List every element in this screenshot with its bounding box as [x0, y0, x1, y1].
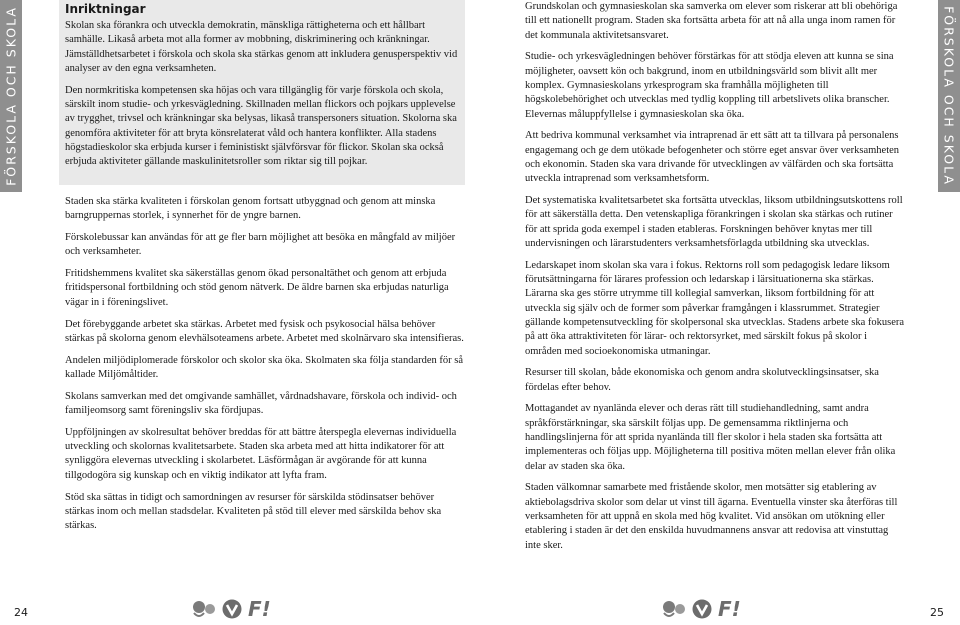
- paragraph: Att bedriva kommunal verksamhet via intraprenad är ett sätt att ta tillvara på personalens engagemang och ge dem utökade befogenheter och större eget ansvar över verksamheten och ekonomin. Staden ska vara drivande för utvecklingen av välfärden och ska fortsätta utveckla intraprenad som verksamhetsform.: [525, 130, 900, 185]
- paragraph: Fritidshemmens kvalitet ska säkerställas genom ökad personaltäthet och genom att erbjuda fritidspersonal fortbildning och stöd genom nätverk. De äldre barnen ska erbjudas naturliga vägar in i föreningslivet.: [65, 268, 449, 308]
- paragraph: Studie- och yrkesvägledningen behöver förstärkas för att stödja eleven att kunna se sina möjligheter, oavsett kön och bakgrund, inom en utbildningsvärld som blivit allt mer komplex. Gymnasieskolans yrkesprogram ska framhålla möjligheten till högskolebehörighet och utvecklas med tydlig koppling till arbetslivets olika branscher. Elevernas måluppfyllelse i gymnasieskolan ska öka.: [525, 51, 894, 120]
- party-logos-right: [660, 598, 741, 620]
- fi-logo: F!: [248, 597, 271, 621]
- paragraph: Staden ska stärka kvaliteten i förskolan genom fortsatt utbyggnad och genom att minska barngruppernas storlek, i synnerhet för de yngre barnen.: [65, 195, 436, 222]
- paragraph: Förskolebussar kan användas för att ge fler barn möjlighet att besöka en mångfald av miljöer och verksamheter.: [65, 232, 456, 258]
- party-logos-left: [190, 598, 271, 620]
- paragraph: Stöd ska sättas in tidigt och samordningen av resurser för särskilda stödinsatser behöver stärkas inom och mellan stadsdelar. Kvaliteten på stöd till elever med särskilda behov ska stärkas.: [65, 491, 442, 532]
- box-paragraph: Den normkritiska kompetensen ska höjas och vara tillgänglig för varje förskola och skola, särskilt inom studie- och yrkesvägledning. Skillnaden mellan flickors och pojkars upplevelse av trygghet, trivsel och kränkningar ska belysas, likaså transpersoners situation. Skolorna ska genomföra aktiviteter för att bryta könsrelaterat våld och hantera konflikter. Alla stadens högstadieskolor ska erbjuda kurser i feministiskt självförsvar för flickor. Skolan ska också erbjuda aktiviteter gällande maskulinitetsroller som riktar sig till pojkar.: [65, 84, 457, 168]
- directions-box: [59, 0, 465, 185]
- paragraph: Det förebyggande arbetet ska stärkas. Arbetet med fysisk och psykosocial hälsa behöver stärkas på skolorna genom elevhälsoteamens arbete. Arbetet med skolnärvaro ska intensifieras.: [65, 318, 464, 344]
- page-number-right: 25: [930, 606, 944, 619]
- rose-logo-icon: [190, 599, 216, 619]
- paragraph: Staden välkomnar samarbete med fristående skolor, men motsätter sig etablering av aktiebolagsdriva skolor som delar ut vinst till ägarna. Eventuella vinster ska återföras till verksamheten för att uppnå en skola med hög kvalitet. Vid ansökan om utökning eller etablering i staden är det den enskilda huvudmannens ansvar att redovisa att vinstuttag inte sker.: [525, 482, 898, 551]
- box-paragraph: Skolan ska förankra och utveckla demokratin, mänskliga rättigheterna och ett hållbart samhälle. Likaså arbeta mot alla former av mobbning, diskriminering och kränkningar. Jämställdhetsarbetet i förskola och skola ska stärkas genom att inkludera genusperspektiv vid analyser av den egna verksamheten.: [65, 20, 458, 74]
- rose-logo-icon: [660, 599, 686, 619]
- v-logo-icon: [692, 599, 712, 619]
- page-number-left: 24: [14, 606, 28, 619]
- paragraph: Resurser till skolan, både ekonomiska och genom andra skolutvecklingsinsatser, ska fördelas efter behov.: [525, 367, 879, 393]
- paragraph: Grundskolan och gymnasieskolan ska samverka om elever som riskerar att bli obehöriga till ett nationellt program. Staden ska fortsätta arbeta för att nå alla unga inom ramen för det kommunala aktivitetsansvaret.: [525, 1, 898, 41]
- side-label-right: FÖRSKOLA OCH SKOLA: [941, 6, 957, 186]
- paragraph: Andelen miljödiplomerade förskolor och skolor ska öka. Skolmaten ska följa standarden för så kallade Miljömåltider.: [65, 354, 464, 380]
- fi-logo: F!: [718, 597, 741, 621]
- paragraph: Ledarskapet inom skolan ska vara i fokus. Rektorns roll som pedagogisk ledare liksom förutsättningarna för lärares profession och ledarskap i lärsituationerna ska stärkas. Lärarna ska ges större utrymme till kollegial samverkan, liksom fortbildning för att utveckla sig själv och de former som påverkar framgången i klassrummet. Strategier gällande kompetensutveckling för skolpersonal ska utvecklas. Stadens arbete ska fokusera på att öka attraktiviteten för lärar- och rektorsyrket, med särskilt fokus på skolor i områden med socioekonomiska utmaningar.: [525, 259, 905, 357]
- paragraph: Uppföljningen av skolresultat behöver breddas för att bättre återspegla elevernas individuella utveckling och skolornas kvalitetsarbete. Staden ska arbeta med att hitta indikatorer för att synliggöra elevernas utveckling i skolarbetet. Läsförmågan är avgörande för att kunna tillgodogöra sig kunskap och en viktig indikator att lyfta fram.: [65, 426, 457, 481]
- side-label-left: FÖRSKOLA OCH SKOLA: [3, 6, 19, 186]
- paragraph: Skolans samverkan med det omgivande samhället, vårdnadshavare, förskola och individ- och familjeomsorg samt föreningsliv ska fördjupas.: [65, 390, 457, 417]
- side-band-left: [0, 0, 22, 192]
- left-page-column: [65, 0, 465, 541]
- right-page-column: [525, 0, 905, 560]
- v-logo-icon: [222, 599, 242, 619]
- box-heading: Inriktningar: [65, 2, 146, 16]
- paragraph: Det systematiska kvalitetsarbetet ska fortsätta utvecklas, liksom utbildningsutskottens roll för att säkerställa detta. Den vetenskapliga förankringen i skolan ska stärkas och rutiner för att sprida goda exempel i staden etableras. Forskningen behöver knytas mer till undervisningen och lärarstudenters verksamhetsförlagda utbildning ska utvecklas.: [525, 195, 903, 249]
- side-band-right: [938, 0, 960, 192]
- paragraph: Mottagandet av nyanlända elever och deras rätt till studiehandledning, samt andra språkförstärkningar, ska särskilt följas upp. De gemensamma riktlinjerna och handlingslinjerna för att sprida nyanlända till fler skolor i hela staden ska fortsätta att implementeras och följas upp. Möjligheterna till positiva möten mellan elever från olika delar av staden ska öka.: [525, 403, 896, 472]
